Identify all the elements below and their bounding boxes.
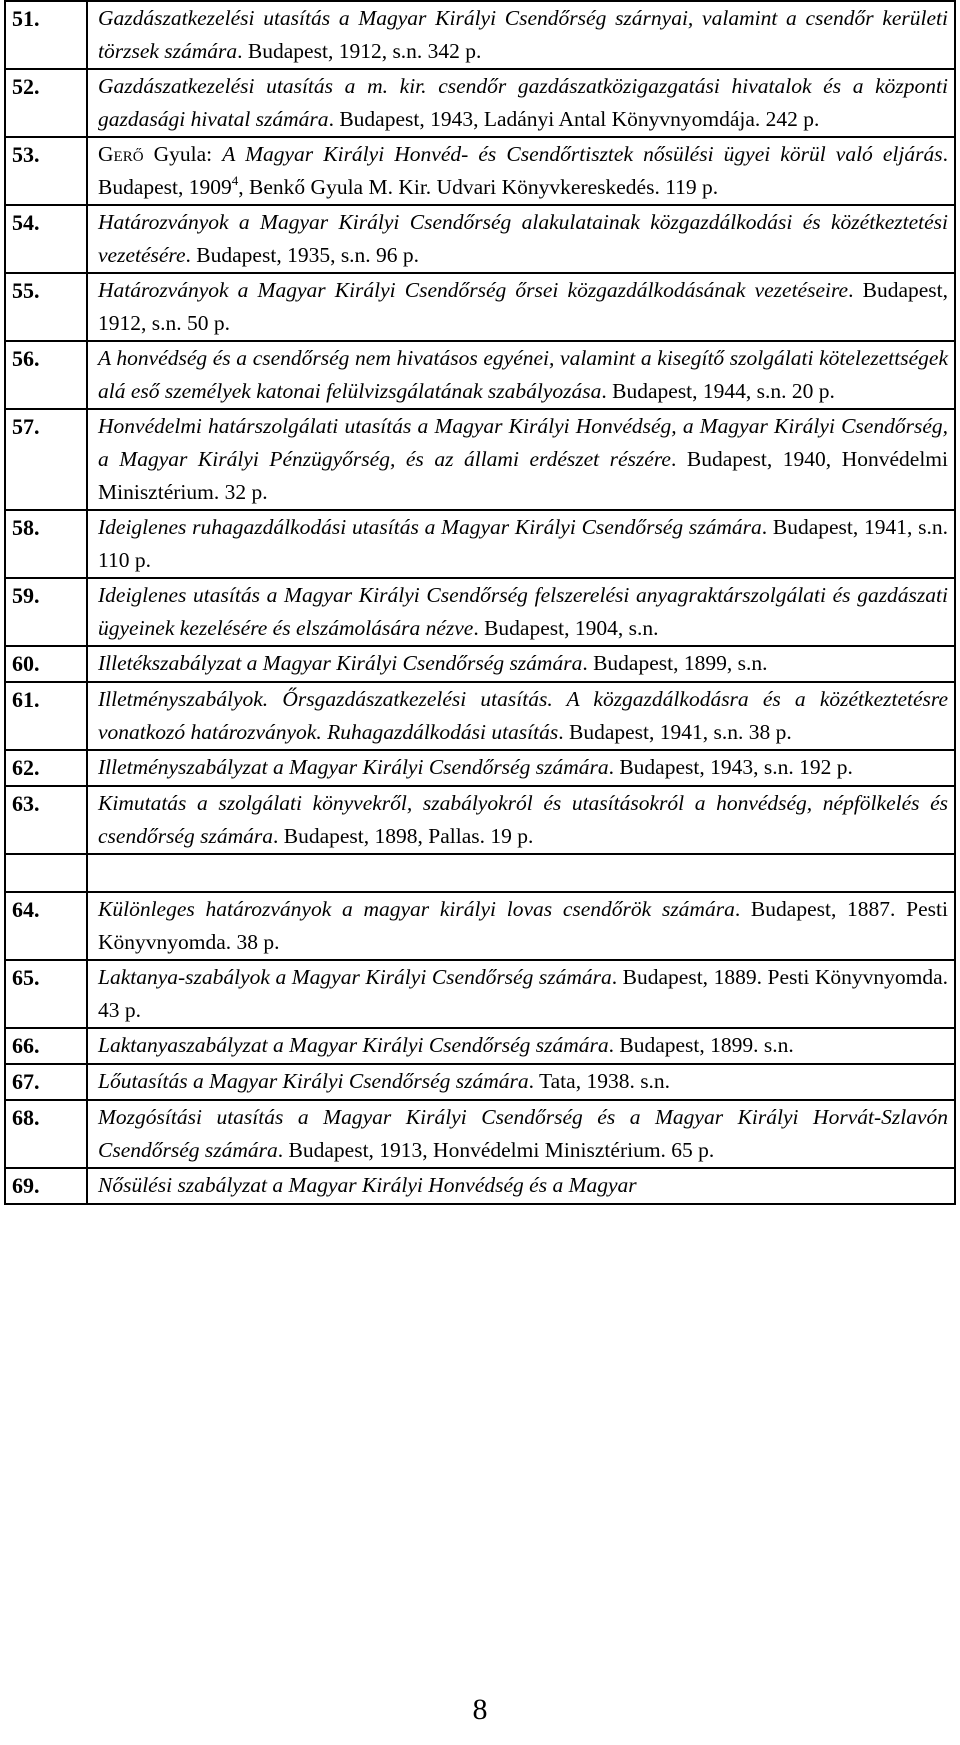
entry-citation	[98, 1101, 948, 1167]
entry-text	[87, 1028, 955, 1064]
entry-publication: . Budapest, 1904, s.n.	[473, 616, 659, 640]
entry-title: Határozványok a Magyar Királyi Csendőrség alakulatainak közgazdálkodási és közétkeztetési vezetésére	[98, 210, 948, 267]
entry-citation	[98, 683, 948, 749]
entry-text	[87, 1064, 955, 1100]
entry-publication: . Budapest, 1898, Pallas. 19 p.	[272, 824, 534, 848]
entry-number: 66.	[5, 1028, 87, 1064]
entry-citation	[98, 893, 948, 959]
bibliography-row	[5, 137, 955, 205]
bibliography-row	[5, 510, 955, 578]
entry-publication: . Budapest, 1943, Ladányi Antal Könyvnyomdája. 242 p.	[328, 107, 820, 131]
entry-publication: . Budapest, 1912, s.n. 50 p.	[98, 278, 948, 335]
entry-title: Illetményszabályok. Őrsgazdászatkezelési utasítás. A közgazdálkodásra és a közétkeztetésre vonatkozó határozványok. Ruhagazdálkodási utasítás	[98, 687, 948, 744]
entry-publication: . Budapest, 1899, s.n.	[582, 651, 768, 675]
entry-publication: . Budapest, 1944, s.n. 20 p.	[601, 379, 835, 403]
entry-text	[87, 786, 955, 854]
entry-publication: . Budapest, 1887. Pesti Könyvnyomda. 38 p.	[98, 897, 948, 954]
entry-citation	[98, 751, 948, 784]
bibliography-row	[5, 1168, 955, 1204]
entry-title: Mozgósítási utasítás a Magyar Királyi Csendőrség és a Magyar Királyi Horvát-Szlavón Csendőrség számára	[98, 1105, 948, 1162]
entry-title: Illetékszabályzat a Magyar Királyi Csendőrség számára	[98, 651, 583, 675]
bibliography-row	[5, 1028, 955, 1064]
bibliography-row	[5, 409, 955, 510]
entry-text	[87, 273, 955, 341]
entry-title: Nősülési szabályzat a Magyar Királyi Honvédség és a Magyar	[98, 1173, 637, 1197]
entry-number: 60.	[5, 646, 87, 682]
entry-edition: 4	[231, 173, 239, 188]
entry-publication: . Budapest, 1912, s.n. 342 p.	[237, 39, 482, 63]
entry-text	[87, 646, 955, 682]
entry-citation	[98, 274, 948, 340]
bibliography-row	[5, 892, 955, 960]
entry-title: Kimutatás a szolgálati könyvekről, szabályokról és utasításokról a honvédség, népfölkelés és csendőrség számára	[98, 791, 948, 848]
entry-number: 59.	[5, 578, 87, 646]
entry-title: Határozványok a Magyar Királyi Csendőrség őrsei közgazdálkodásának vezetéseire	[98, 278, 849, 302]
entry-citation	[98, 342, 948, 408]
bibliography-row	[5, 682, 955, 750]
entry-number: 57.	[5, 409, 87, 510]
entry-publication: . Budapest, 1940, Honvédelmi Minisztérium. 32 p.	[98, 447, 948, 504]
entry-text	[87, 960, 955, 1028]
entry-publication-rest: , Benkő Gyula M. Kir. Udvari Könyvkereskedés. 119 p.	[238, 175, 719, 199]
bibliography-row	[5, 1064, 955, 1100]
entry-publication: . Budapest, 1889. Pesti Könyvnyomda. 43 p.	[98, 965, 948, 1022]
entry-text	[87, 1168, 955, 1204]
entry-title: A Magyar Királyi Honvéd- és Csendőrtisztek nősülési ügyei körül való eljárás	[222, 142, 943, 166]
bibliography-page	[4, 0, 956, 1745]
entry-publication: . Budapest, 1913, Honvédelmi Minisztérium. 65 p.	[277, 1138, 715, 1162]
entry-text	[87, 892, 955, 960]
entry-number: 55.	[5, 273, 87, 341]
bibliography-row	[5, 205, 955, 273]
entry-publication: . Budapest, 1941, s.n. 38 p.	[558, 720, 792, 744]
entry-title: Ideiglenes utasítás a Magyar Királyi Csendőrség felszerelési anyagraktárszolgálati és gazdászati ügyeinek kezelésére és elszámolására nézve	[98, 583, 948, 640]
entry-citation	[98, 1169, 948, 1202]
entry-publication: . Budapest, 1935, s.n. 96 p.	[185, 243, 420, 267]
entry-number: 56.	[5, 341, 87, 409]
entry-citation	[98, 70, 948, 136]
entry-number: 64.	[5, 892, 87, 960]
entry-title: Laktanyaszabályzat a Magyar Királyi Csendőrség számára	[98, 1033, 609, 1057]
entry-citation	[98, 1029, 948, 1062]
entry-number: 67.	[5, 1064, 87, 1100]
entry-number: 63.	[5, 786, 87, 854]
entry-publication: . Budapest, 1909	[98, 142, 948, 199]
entry-title: Gazdászatkezelési utasítás a m. kir. csendőr gazdászatközigazgatási hivatalok és a központi gazdasági hivatal számára	[98, 74, 948, 131]
entry-citation	[98, 647, 948, 680]
entry-title: Honvédelmi határszolgálati utasítás a Magyar Királyi Honvédség, a Magyar Királyi Csendőrség, a Magyar Királyi Pénzügyőrség, és az állami erdészet részére	[98, 414, 948, 471]
entry-title: Különleges határozványok a magyar királyi lovas csendőrök számára	[98, 897, 735, 921]
entry-text	[87, 682, 955, 750]
page-break-spacer	[5, 854, 955, 892]
bibliography-row	[5, 786, 955, 854]
entry-number: 65.	[5, 960, 87, 1028]
entry-publication: . Tata, 1938. s.n.	[528, 1069, 671, 1093]
bibliography-row	[5, 1, 955, 69]
bibliography-row	[5, 273, 955, 341]
entry-number: 69.	[5, 1168, 87, 1204]
entry-number: 61.	[5, 682, 87, 750]
entry-number: 62.	[5, 750, 87, 786]
entry-text	[87, 1100, 955, 1168]
bibliography-row	[5, 750, 955, 786]
entry-text	[87, 137, 955, 205]
entry-title: A honvédség és a csendőrség nem hivatásos egyénei, valamint a kisegítő szolgálati kötelezettségek alá eső személyek katonai felülvizsgálatának szabályozása	[98, 346, 948, 403]
entry-title: Illetményszabályzat a Magyar Királyi Csendőrség számára	[98, 755, 609, 779]
entry-author: Gerő	[98, 142, 144, 166]
entry-text	[87, 205, 955, 273]
entry-text	[87, 409, 955, 510]
entry-number: 54.	[5, 205, 87, 273]
entry-citation	[98, 206, 948, 272]
entry-number: 53.	[5, 137, 87, 205]
entry-text	[87, 510, 955, 578]
entry-text	[87, 341, 955, 409]
entry-text	[87, 578, 955, 646]
bibliography-row	[5, 1100, 955, 1168]
entry-citation	[98, 961, 948, 1027]
entry-number: 58.	[5, 510, 87, 578]
entry-citation	[98, 1065, 948, 1098]
entry-text	[87, 69, 955, 137]
bibliography-table	[4, 0, 956, 1205]
entry-author-rest: Gyula:	[143, 142, 223, 166]
bibliography-row	[5, 646, 955, 682]
bibliography-row	[5, 341, 955, 409]
entry-citation	[98, 579, 948, 645]
entry-publication: . Budapest, 1943, s.n. 192 p.	[608, 755, 853, 779]
page-number: 8	[472, 1693, 488, 1726]
entry-citation	[98, 138, 948, 204]
entry-text	[87, 1, 955, 69]
entry-text	[87, 750, 955, 786]
entry-citation	[98, 787, 948, 853]
entry-number: 68.	[5, 1100, 87, 1168]
bibliography-row	[5, 578, 955, 646]
entry-title: Laktanya-szabályok a Magyar Királyi Csendőrség számára	[98, 965, 612, 989]
entry-number: 51.	[5, 1, 87, 69]
entry-title: Gazdászatkezelési utasítás a Magyar Királyi Csendőrség szárnyai, valamint a csendőr kerületi törzsek számára	[98, 6, 948, 63]
entry-publication: . Budapest, 1899. s.n.	[608, 1033, 794, 1057]
entry-number: 52.	[5, 69, 87, 137]
entry-citation	[98, 2, 948, 68]
bibliography-row	[5, 960, 955, 1028]
entry-citation	[98, 410, 948, 509]
entry-citation	[98, 511, 948, 577]
bibliography-row	[5, 69, 955, 137]
entry-title: Lőutasítás a Magyar Királyi Csendőrség számára	[98, 1069, 529, 1093]
entry-publication: . Budapest, 1941, s.n. 110 p.	[98, 515, 948, 572]
entry-title: Ideiglenes ruhagazdálkodási utasítás a Magyar Királyi Csendőrség számára	[98, 515, 762, 539]
